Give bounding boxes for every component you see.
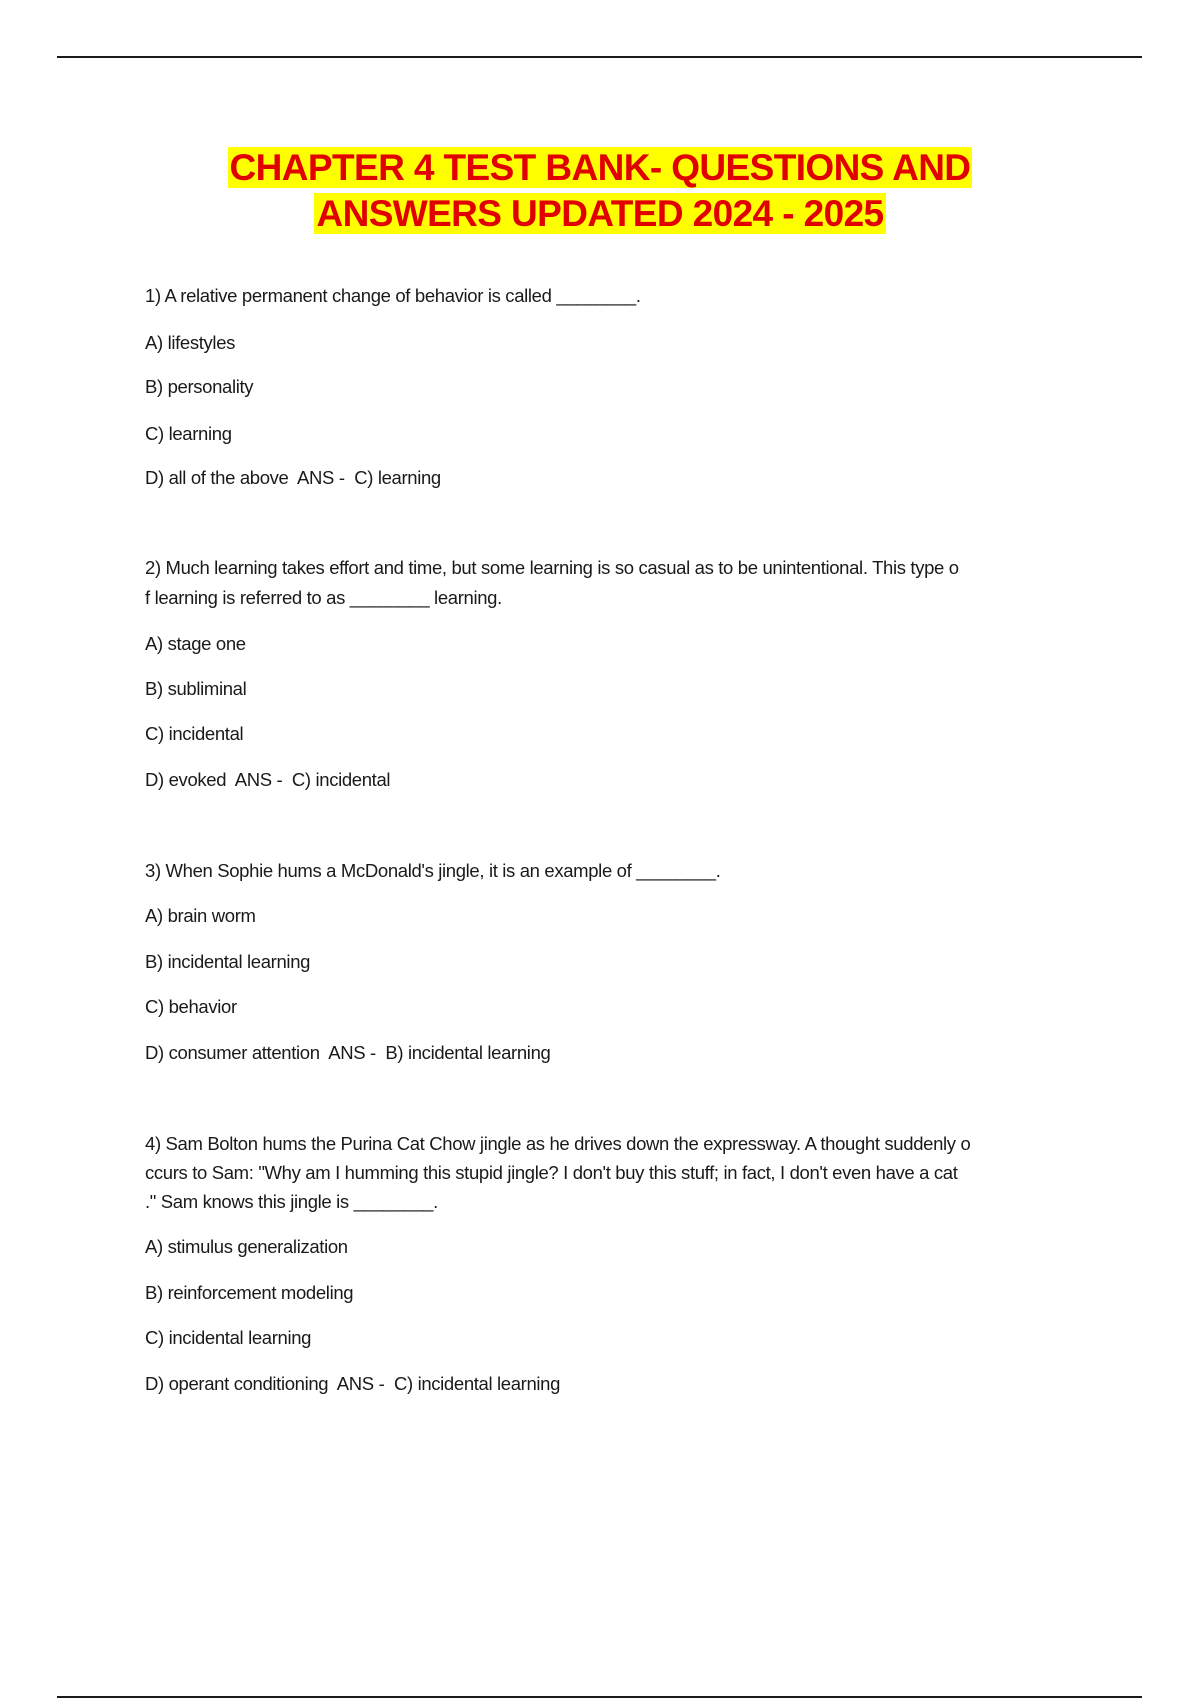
question-1-option-b: B) personality	[145, 376, 254, 397]
question-4-option-d-answer: D) operant conditioning ANS - C) incidental learning	[145, 1373, 561, 1394]
bottom-rule	[57, 1696, 1142, 1698]
title-line-1: CHAPTER 4 TEST BANK- QUESTIONS AND	[229, 147, 971, 188]
question-1-option-d-answer: D) all of the above ANS - C) learning	[145, 467, 441, 488]
question-3-option-b: B) incidental learning	[145, 951, 311, 972]
question-2-text-line-1: 2) Much learning takes effort and time, but some learning is so casual as to be unintentional. This type o	[145, 557, 959, 578]
question-1-option-a: A) lifestyles	[145, 332, 236, 353]
title-line-2: ANSWERS UPDATED 2024 - 2025	[316, 193, 884, 234]
question-2-text-line-2: f learning is referred to as ________ learning.	[145, 587, 502, 608]
question-3-text: 3) When Sophie hums a McDonald's jingle, it is an example of ________.	[145, 860, 721, 881]
question-4-option-b: B) reinforcement modeling	[145, 1282, 354, 1303]
document-title	[0, 145, 1200, 237]
question-3-option-a: A) brain worm	[145, 905, 256, 926]
question-3-option-d-answer: D) consumer attention ANS - B) incidental learning	[145, 1042, 551, 1063]
question-4-text-line-3: ." Sam knows this jingle is ________.	[145, 1191, 438, 1212]
question-2-option-a: A) stage one	[145, 633, 246, 654]
question-1-text: 1) A relative permanent change of behavior is called ________.	[145, 285, 641, 306]
question-4-option-a: A) stimulus generalization	[145, 1236, 348, 1257]
question-2-option-b: B) subliminal	[145, 678, 247, 699]
question-4-text-line-1: 4) Sam Bolton hums the Purina Cat Chow jingle as he drives down the expressway. A thought suddenly o	[145, 1133, 971, 1154]
question-4-text-line-2: ccurs to Sam: "Why am I humming this stupid jingle? I don't buy this stuff; in fact, I don't even have a cat	[145, 1162, 958, 1183]
top-rule	[57, 56, 1142, 58]
question-2-option-d-answer: D) evoked ANS - C) incidental	[145, 769, 391, 790]
question-1-option-c: C) learning	[145, 423, 232, 444]
question-2-option-c: C) incidental	[145, 723, 244, 744]
question-4-option-c: C) incidental learning	[145, 1327, 312, 1348]
question-3-option-c: C) behavior	[145, 996, 237, 1017]
